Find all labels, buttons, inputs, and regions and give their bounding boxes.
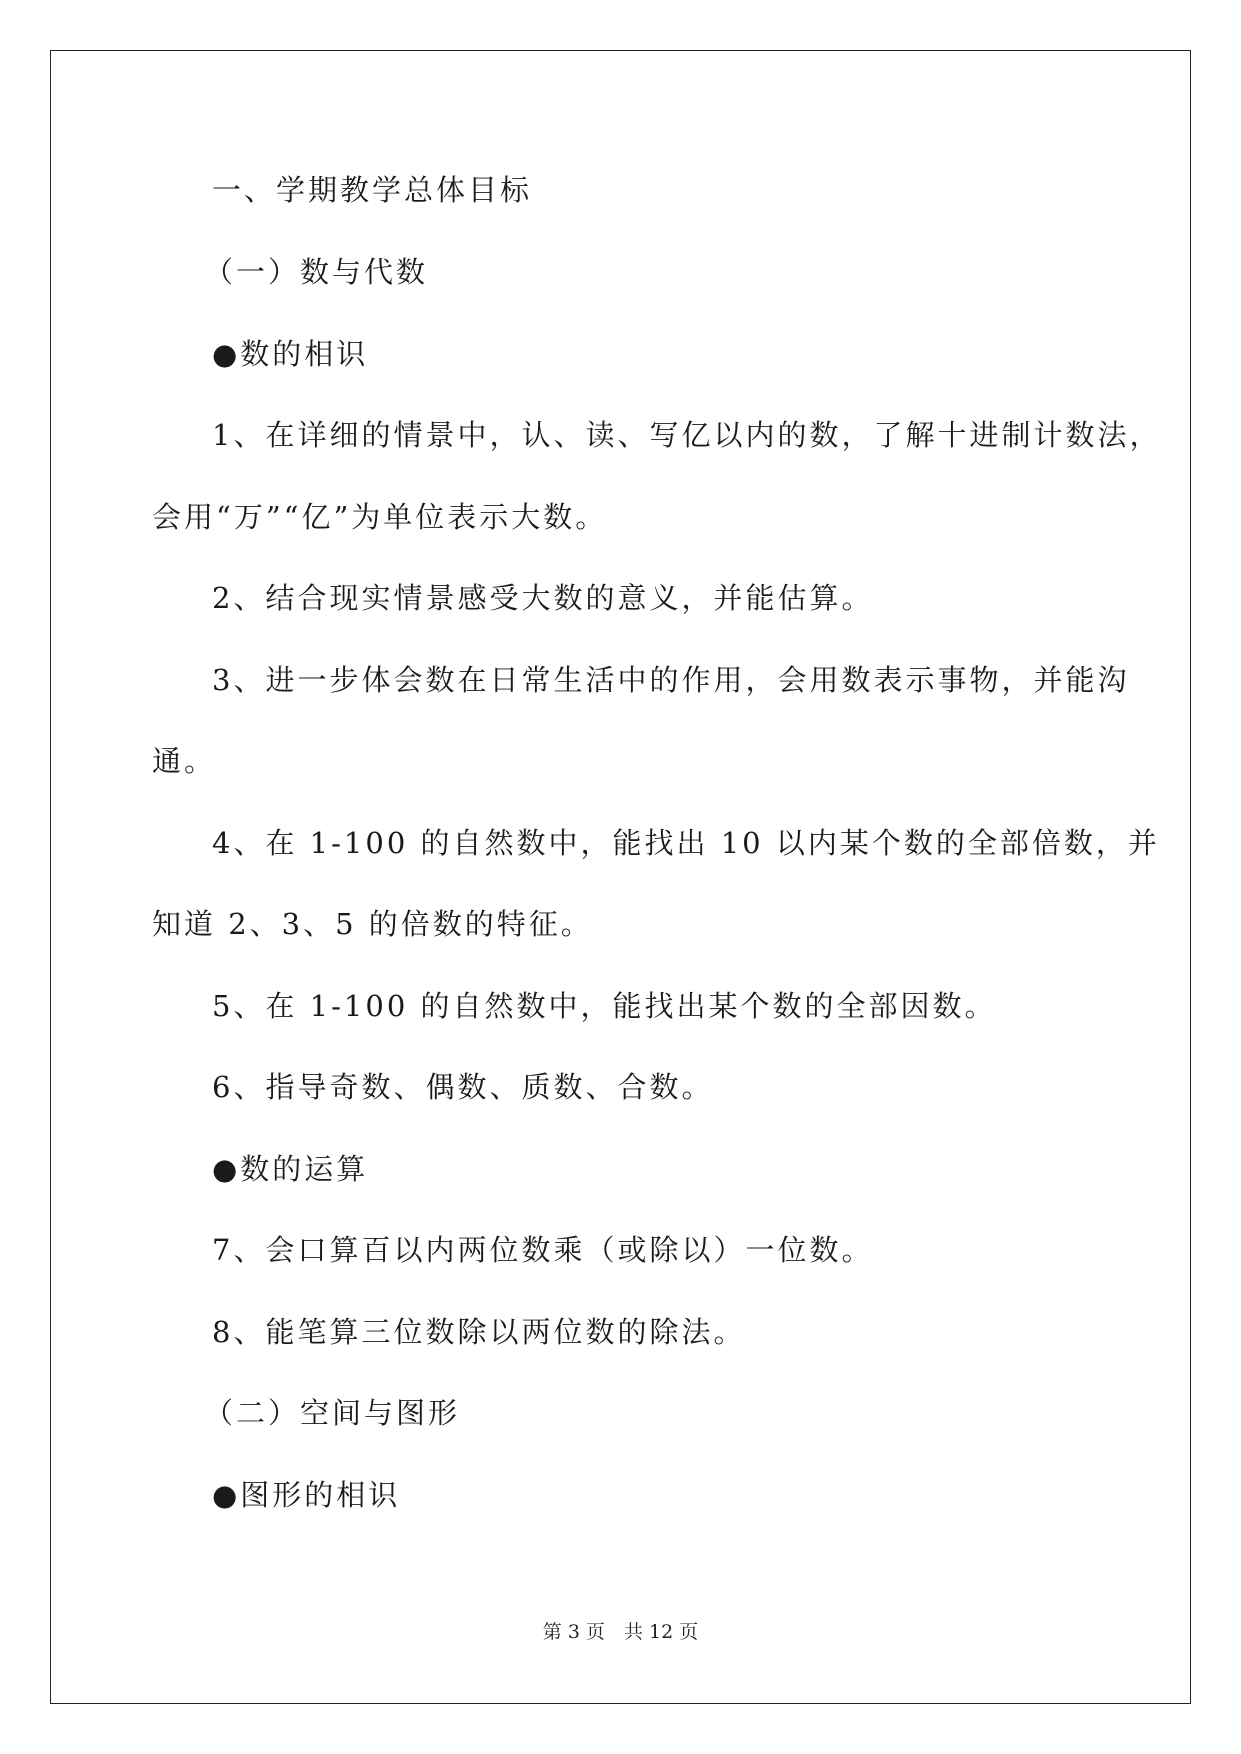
page-number-footer: 第 3 页 共 12 页: [542, 1621, 699, 1643]
paragraph-item-1-line-2: 会用“万”“亿”为单位表示大数。: [152, 500, 608, 534]
paragraph-item-2: 2、结合现实情景感受大数的意义，并能估算。: [212, 581, 874, 615]
paragraph-item-4-line-2: 知道 2、3、5 的倍数的特征。: [152, 907, 593, 941]
paragraph-item-3-line-2: 通。: [152, 744, 217, 778]
subheading-space-shapes: （二）空间与图形: [204, 1396, 461, 1430]
paragraph-item-5: 5、在 1-100 的自然数中，能找出某个数的全部因数。: [212, 989, 997, 1023]
heading-section-1: 一、学期教学总体目标: [212, 173, 533, 207]
subheading-number-algebra: （一）数与代数: [204, 255, 429, 289]
paragraph-item-6: 6、指导奇数、偶数、质数、合数。: [212, 1070, 714, 1104]
bullet-number-operations: ●数的运算: [212, 1152, 369, 1186]
paragraph-item-8: 8、能笔算三位数除以两位数的除法。: [212, 1315, 746, 1349]
paragraph-item-4-line-1: 4、在 1-100 的自然数中，能找出 10 以内某个数的全部倍数，并: [212, 826, 1160, 860]
bullet-number-recognition: ●数的相识: [212, 337, 369, 371]
page-border: [50, 50, 1191, 1704]
paragraph-item-1-line-1: 1、在详细的情景中，认、读、写亿以内的数，了解十进制计数法，: [212, 418, 1162, 452]
paragraph-item-7: 7、会口算百以内两位数乘（或除以）一位数。: [212, 1233, 874, 1267]
bullet-shape-recognition: ●图形的相识: [212, 1478, 401, 1512]
paragraph-item-3-line-1: 3、进一步体会数在日常生活中的作用，会用数表示事物，并能沟: [212, 663, 1130, 697]
